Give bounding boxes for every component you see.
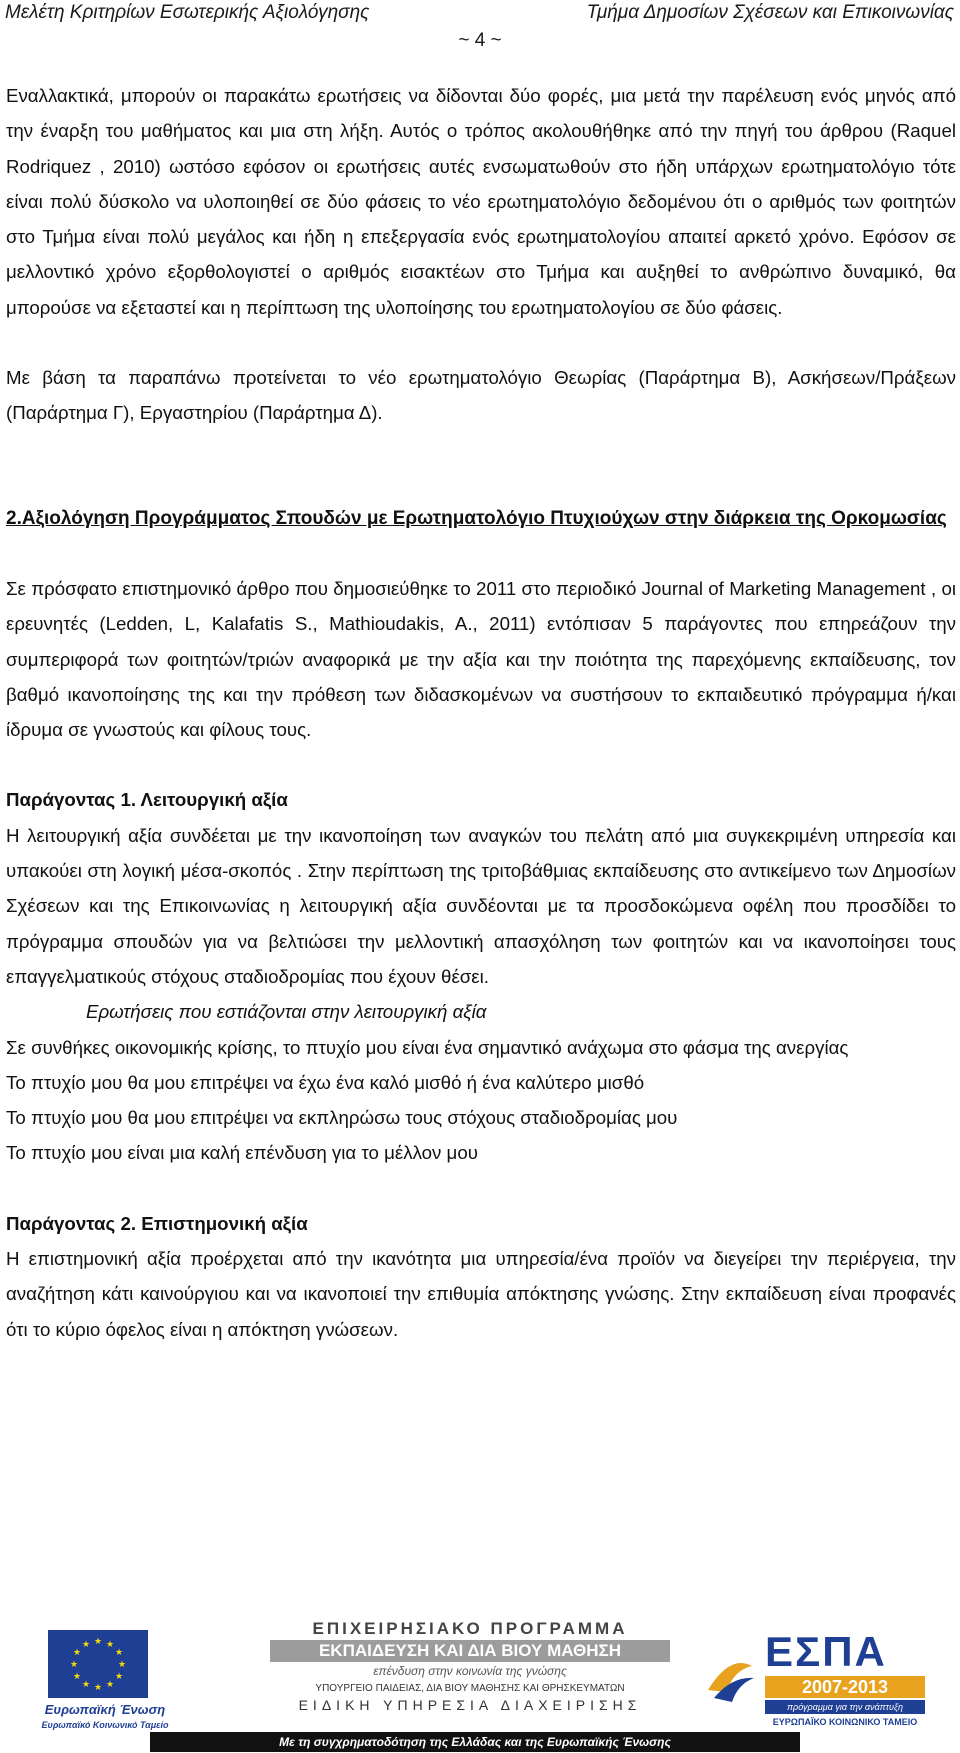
program-slogan: επένδυση στην κοινωνία της γνώσης — [373, 1664, 567, 1678]
special-service-name: ΕΙΔΙΚΗ ΥΠΗΡΕΣΙΑ ΔΙΑΧΕΙΡΙΣΗΣ — [298, 1697, 642, 1713]
paragraph-alternative-method: Εναλλακτικά, μπορούν οι παρακάτω ερωτήσεις να δίδονται δύο φορές, μια μετά την παρέλευση ενός μηνός από την έναρξη του μαθήματος και μια στη λήξη. Αυτός ο τρόπος ακολουθήθηκε από την πηγή του άρθρου (Raquel Rodriquez , 2010) ωστόσο εφόσον οι ερωτήσεις αυτές ενσωματωθούν στο ήδη υπάρχων ερωτηματολόγιο τότε είναι πολύ δύσκολο να υλοποιηθεί σε δύο φάσεις το νέο ερωτηματολόγιο δεδομένου ότι ο αριθμός των φοιτητών στο Τμήμα είναι πολύ μεγάλος και ήδη η επεξεργασία ενός ερωτηματολογίου απαιτεί αρκετό χρόνο. Εφόσον σε μελλοντικό χρόνο εξορθολογιστεί ο αριθμός εισακτέων στο Τμήμα και αυξηθεί το ανθρώπινο δυναμικό, θα μπορούσε να εξεταστεί και η περίπτωση της υλοποίησης του ερωτηματολογίου σε δύο φάσεις. — [6, 85, 956, 318]
factor-1-question: Σε συνθήκες οικονομικής κρίσης, το πτυχίο μου είναι ένα σημαντικό ανάχωμα στο φάσμα της ανεργίας — [6, 1036, 849, 1058]
factor-2-heading: Παράγοντας 2. Επιστημονική αξία — [6, 1212, 308, 1234]
svg-text:★: ★ — [81, 1680, 91, 1690]
eu-logo — [30, 1630, 180, 1740]
factor-1-question: Το πτυχίο μου θα μου επιτρέψει να έχω ένα καλό μισθό ή ένα καλύτερο μισθό — [6, 1071, 645, 1093]
document-body — [6, 78, 956, 1347]
svg-text:★: ★ — [69, 1660, 79, 1670]
svg-text:★: ★ — [93, 1683, 103, 1693]
paragraph-research-article: Σε πρόσφατο επιστημονικό άρθρο που δημοσιεύθηκε το 2011 στο περιοδικό Journal of Marketing Management , οι ερευνητές (Ledden, L, Kalafatis S., Mathioudakis, A., 2011) εντόπισαν 5 παράγοντες που επηρεάζουν την συμπεριφορά των φοιτητών/τριών αναφορικά με την αξία και την ποιότητα της παρεχόμενης εκπαίδευσης, τον βαθμό ικανοποίησης της και την πρόθεση των διδασκομένων να συστήσουν το εκπαιδευτικό πρόγραμμα ή/και ίδρυμα σε γνωστούς και φίλους τους. — [6, 577, 956, 741]
page-number: ~ 4 ~ — [458, 30, 502, 51]
cofunding-banner: Με τη συγχρηματοδότηση της Ελλάδας και της Ευρωπαϊκής Ένωσης — [150, 1732, 800, 1752]
eu-fund-caption: Ευρωπαϊκό Κοινωνικό Ταμείο — [41, 1720, 169, 1730]
espa-years: 2007-2013 — [765, 1676, 925, 1698]
factor-1-question: Το πτυχίο μου είναι μια καλή επένδυση για το μέλλον μου — [6, 1142, 478, 1164]
eu-caption: Ευρωπαϊκή Ένωση — [44, 1702, 166, 1717]
svg-text:★: ★ — [105, 1680, 115, 1690]
svg-text:★: ★ — [105, 1640, 115, 1650]
espa-emblem-icon — [700, 1648, 760, 1708]
header-department-title: Τμήμα Δημοσίων Σχέσεων και Επικοινωνίας — [586, 2, 954, 23]
svg-text:★: ★ — [81, 1640, 91, 1650]
svg-text:★: ★ — [72, 1648, 82, 1658]
program-name: ΕΚΠΑΙΔΕΥΣΗ ΚΑΙ ΔΙΑ ΒΙΟΥ ΜΑΘΗΣΗ — [270, 1640, 670, 1662]
ministry-name: ΥΠΟΥΡΓΕΙΟ ΠΑΙΔΕΙΑΣ, ΔΙΑ ΒΙΟΥ ΜΑΘΗΣΗΣ ΚΑΙ ΘΡΗΣΚΕΥΜΑΤΩΝ — [315, 1683, 625, 1694]
factor-1-subheading: Ερωτήσεις που εστιάζονται στην λειτουργική αξία — [86, 1001, 487, 1023]
eu-flag-icon — [48, 1630, 148, 1698]
svg-text:★: ★ — [93, 1637, 103, 1647]
factor-2-text: Η επιστημονική αξία προέρχεται από την ικανότητα μια υπηρεσία/ένα προϊόν να διεγείρει την περιέργεια, την αναζήτηση κάτι καινούργιου και να ικανοποιεί την επιθυμία απόκτησης γνώσης. Στην εκπαίδευση είναι προφανές ότι το κύριο όφελος είναι η απόκτηση γνώσεων. — [6, 1248, 956, 1340]
espa-wordmark: ΕΣΠΑ — [765, 1628, 887, 1675]
svg-text:★: ★ — [114, 1672, 124, 1682]
svg-text:★: ★ — [117, 1660, 127, 1670]
paragraph-proposed-questionnaire: Με βάση τα παραπάνω προτείνεται το νέο ερωτηματολόγιο Θεωρίας (Παράρτημα Β), Ασκήσεων/Πράξεων (Παράρτημα Γ), Εργαστηρίου (Παράρτημα Δ). — [6, 367, 956, 424]
program-title: ΕΠΙΧΕΙΡΗΣΙΑΚΟ ΠΡΟΓΡΑΜΜΑ — [312, 1619, 628, 1638]
factor-1-heading: Παράγοντας 1. Λειτουργική αξία — [6, 789, 288, 811]
factor-1-question: Το πτυχίο μου θα μου επιτρέψει να εκπληρώσω τους στόχους σταδιοδρομίας μου — [6, 1107, 678, 1129]
operational-program-logo — [250, 1618, 690, 1743]
svg-text:★: ★ — [114, 1648, 124, 1658]
factor-1-text: Η λειτουργική αξία συνδέεται με την ικανοποίηση των αναγκών του πελάτη από μια συγκεκριμένη υπηρεσία και υπακούει στη λογική μέσα-σκοπός . Στην περίπτωση της τριτοβάθμιας εκπαίδευσης στο αντικείμενο των Δημοσίων Σχέσεων και της Επικοινωνίας η λειτουργική αξία συνδέονται με τα προσδοκώμενα οφέλη που προσδίδει το πρόγραμμα σπουδών για να βελτιώσει την μελλοντική απασχόληση των φοιτητών και να ικανοποίησει τους επαγγελματικούς στόχους σταδιοδρομίας που έχουν θέσει. — [6, 824, 956, 987]
footer-logos — [0, 1618, 960, 1753]
svg-text:★: ★ — [72, 1672, 82, 1682]
espa-fund-caption: ΕΥΡΩΠΑΪΚΟ ΚΟΙΝΩΝΙΚΟ ΤΑΜΕΙΟ — [772, 1717, 918, 1727]
section-heading-graduate-evaluation: 2.Αξιολόγηση Προγράμματος Σπουδών με Ερωτηματολόγιο Πτυχιούχων στην διάρκεια της Ορκομωσίας — [6, 507, 947, 529]
header-document-title: Μελέτη Κριτηρίων Εσωτερικής Αξιολόγησης — [5, 2, 370, 23]
espa-slogan: πρόγραμμα για την ανάπτυξη — [765, 1700, 925, 1714]
espa-logo — [700, 1628, 930, 1733]
